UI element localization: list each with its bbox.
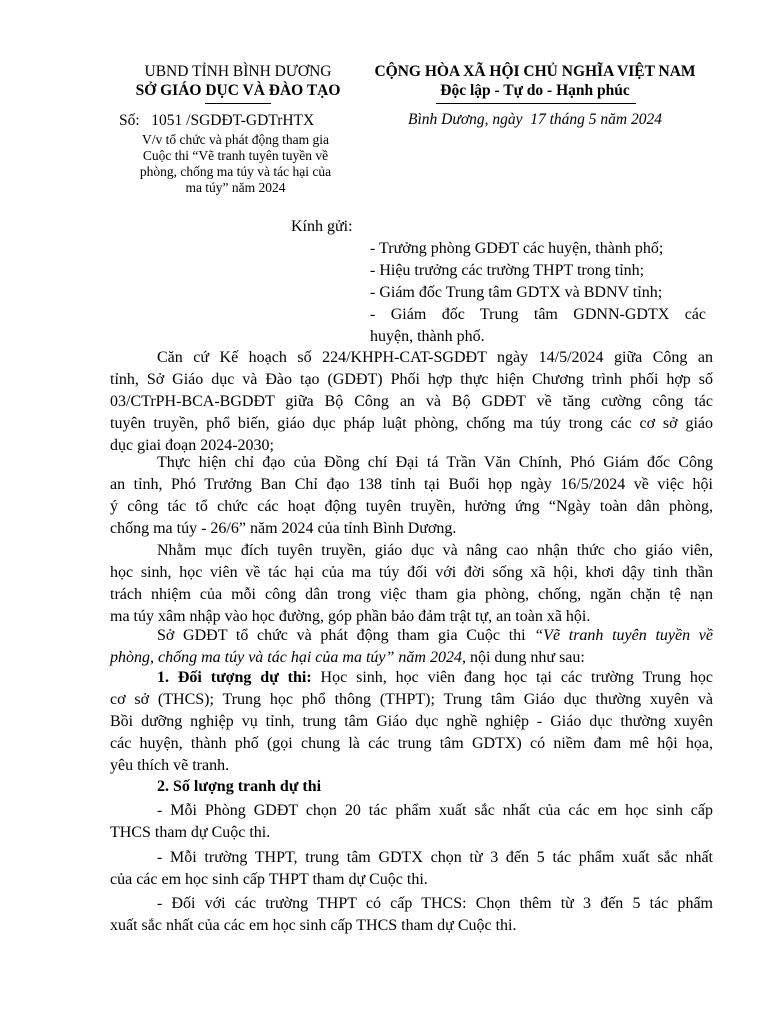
text-line: Thực hiện chỉ đạo của Đồng chí Đại tá Trần Văn Chính, Phó Giám đốc Công [157, 454, 713, 471]
text-line: yêu thích vẽ tranh. [110, 757, 230, 774]
text-line: ma túy xâm nhập vào học đường, góp phần bảo đảm trật tự, an toàn xã hội. [110, 608, 591, 625]
text-line: tỉnh, Sở Giáo dục và Đào tạo (GDĐT) Phối hợp thực hiện Chương trình phối hợp số [110, 371, 713, 388]
document-subject [108, 132, 363, 196]
paragraph-purpose [110, 540, 713, 628]
text-line: Nhằm mục đích tuyên truyền, giáo dục và nâng cao nhận thức cho giáo viên, [157, 542, 713, 559]
subject-line: phòng, chống ma túy và tác hại của [139, 164, 332, 179]
text-line: - Mỗi trường THPT, trung tâm GDTX chọn từ 3 đến 5 tác phẩm xuất sắc nhất [157, 849, 713, 866]
section2-item [110, 893, 713, 937]
text-run: , nội dung như sau: [461, 649, 585, 666]
text-line: THCS tham dự Cuộc thi. [110, 824, 271, 841]
text-line: chống ma túy - 26/6” năm 2024 của tỉnh Bình Dương. [110, 520, 457, 537]
nation-underline [436, 103, 636, 104]
org-line2: SỞ GIÁO DỤC VÀ ĐÀO TẠO [135, 82, 341, 99]
text-line: 03/CTrPH-BCA-BGDĐT giữa Bộ Công an và Bộ GDĐT về tăng cường công tác [110, 393, 713, 410]
text-line: tuyên truyền, phổ biến, giáo dục pháp luật phòng, chống ma túy trong các cơ sở giáo [110, 415, 713, 432]
section-heading: 1. Đối tượng dự thi: [157, 669, 312, 686]
text-line [110, 647, 713, 669]
paragraph-announcement [110, 625, 713, 669]
recipient-item: huyện, thành phố. [370, 328, 485, 345]
section-participants [110, 667, 713, 777]
nation-line2: Độc lập - Tự do - Hạnh phúc [440, 82, 630, 99]
greeting: Kính gửi: [291, 218, 353, 235]
recipient-item: - Trưởng phòng GDĐT các huyện, thành phố; [370, 240, 664, 257]
org-line1: UBND TỈNH BÌNH DƯƠNG [144, 63, 332, 80]
text-line: ý công tác tổ chức các hoạt động tuyên truyền, hưởng ứng “Ngày toàn dân phòng, [110, 498, 713, 515]
place-date: Bình Dương, ngày 17 tháng 5 năm 2024 [408, 111, 662, 128]
recipient-item: - Giám đốc Trung tâm GDTX và BDNV tỉnh; [370, 284, 663, 301]
section2-item [110, 847, 713, 891]
text-line: dục giai đoạn 2024-2030; [110, 437, 274, 454]
text-line: xuất sắc nhất của các em học sinh cấp THCS tham dự Cuộc thi. [110, 917, 517, 934]
text-line: trách nhiệm của mỗi công dân trong việc tham gia phòng, chống, ngăn chặn tệ nạn [110, 586, 713, 603]
document-number: Số: 1051 /SGDĐT-GDTrHTX [119, 112, 315, 129]
subject-line: Cuộc thi “Vẽ tranh tuyên tuyền về [142, 148, 329, 163]
contest-name-italic: “Vẽ tranh tuyên tuyền về [534, 627, 713, 644]
recipient-list [370, 238, 706, 348]
recipient-item: - Giám đốc Trung tâm GDNN-GDTX các [370, 306, 706, 323]
paragraph-directive [110, 452, 713, 540]
recipient-item: - Hiệu trưởng các trường THPT trong tỉnh; [370, 262, 645, 279]
section-heading: 2. Số lượng tranh dự thi [157, 778, 322, 795]
text-line: Căn cứ Kế hoạch số 224/KHPH-CAT-SGDĐT ngày 14/5/2024 giữa Công an [157, 349, 713, 366]
text-line: học sinh, học viên về tác hại của ma túy đối với đời sống xã hội, khơi dậy tinh thần [110, 564, 713, 581]
paragraph-legal-basis [110, 347, 713, 457]
section2-item [110, 800, 713, 844]
text-line: an tỉnh, Phó Trưởng Ban Chỉ đạo 138 tỉnh tại Buổi họp ngày 16/5/2024 về việc hội [110, 476, 713, 493]
text-line: các huyện, thành phố (gọi chung là các trung tâm GDTX) có niềm đam mê hội họa, [110, 735, 713, 752]
contest-name-italic: phòng, chống ma túy và tác hại của ma túy” năm 2024 [110, 649, 462, 666]
org-underline [205, 103, 271, 104]
text-run: Học sinh, học viên đang học tại các trường Trung học [311, 669, 714, 686]
nation-line1: CỘNG HÒA XÃ HỘI CHỦ NGHĨA VIỆT NAM [374, 63, 696, 80]
text-line: - Mỗi Phòng GDĐT chọn 20 tác phẩm xuất sắc nhất của các em học sinh cấp [157, 802, 713, 819]
text-run: Sở GDĐT tổ chức và phát động tham gia Cuộc thi [157, 627, 535, 644]
text-line: của các em học sinh cấp THPT tham dự Cuộc thi. [110, 871, 428, 888]
subject-line: ma túy” năm 2024 [185, 180, 286, 195]
subject-line: V/v tổ chức và phát động tham gia [142, 132, 329, 147]
text-line: - Đối với các trường THPT có cấp THCS: Chọn thêm từ 3 đến 5 tác phẩm [157, 895, 713, 912]
text-line: Bồi dưỡng nghiệp vụ tỉnh, trung tâm Giáo dục nghề nghiệp - Giáo dục thường xuyên [110, 713, 713, 730]
text-line: cơ sở (THCS); Trung học phổ thông (THPT); Trung tâm Giáo dục thường xuyên và [110, 691, 713, 708]
text-line [110, 667, 713, 689]
text-line [110, 625, 713, 647]
